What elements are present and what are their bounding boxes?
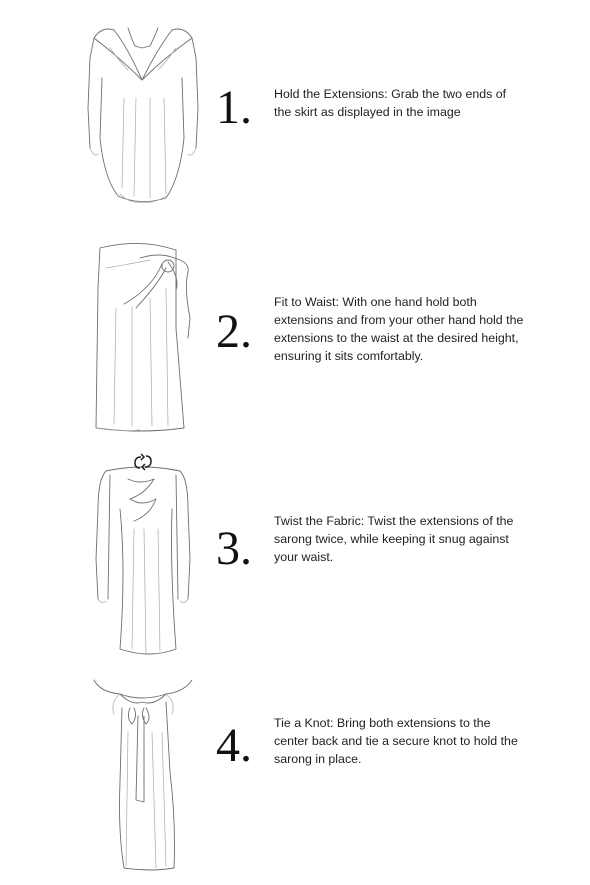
sarong-twist-fabric-illustration bbox=[80, 449, 210, 664]
step-2 bbox=[0, 220, 590, 445]
step-4 bbox=[0, 670, 590, 885]
sarong-tie-knot-illustration bbox=[80, 672, 210, 877]
step-number: 3. bbox=[216, 522, 252, 575]
sarong-fit-to-waist-illustration bbox=[80, 228, 210, 433]
sarong-hold-extensions-illustration bbox=[80, 18, 210, 213]
step-description: Twist the Fabric: Twist the extensions of the sarong twice, while keeping it snug against your waist. bbox=[274, 514, 514, 564]
step-3 bbox=[0, 445, 590, 670]
step-1 bbox=[0, 0, 590, 220]
rotate-arrows-icon bbox=[132, 453, 154, 471]
step-description: Hold the Extensions: Grab the two ends of the skirt as displayed in the image bbox=[274, 87, 507, 119]
step-description: Fit to Waist: With one hand hold both extensions and from your other hand hold the extensions to the waist at the desired height, ensuring it sits comfortably. bbox=[274, 295, 524, 363]
step-number: 1. bbox=[216, 81, 252, 134]
step-description: Tie a Knot: Bring both extensions to the center back and tie a secure knot to hold the sarong in place. bbox=[274, 716, 518, 766]
step-number: 4. bbox=[216, 719, 252, 772]
step-number: 2. bbox=[216, 305, 252, 358]
